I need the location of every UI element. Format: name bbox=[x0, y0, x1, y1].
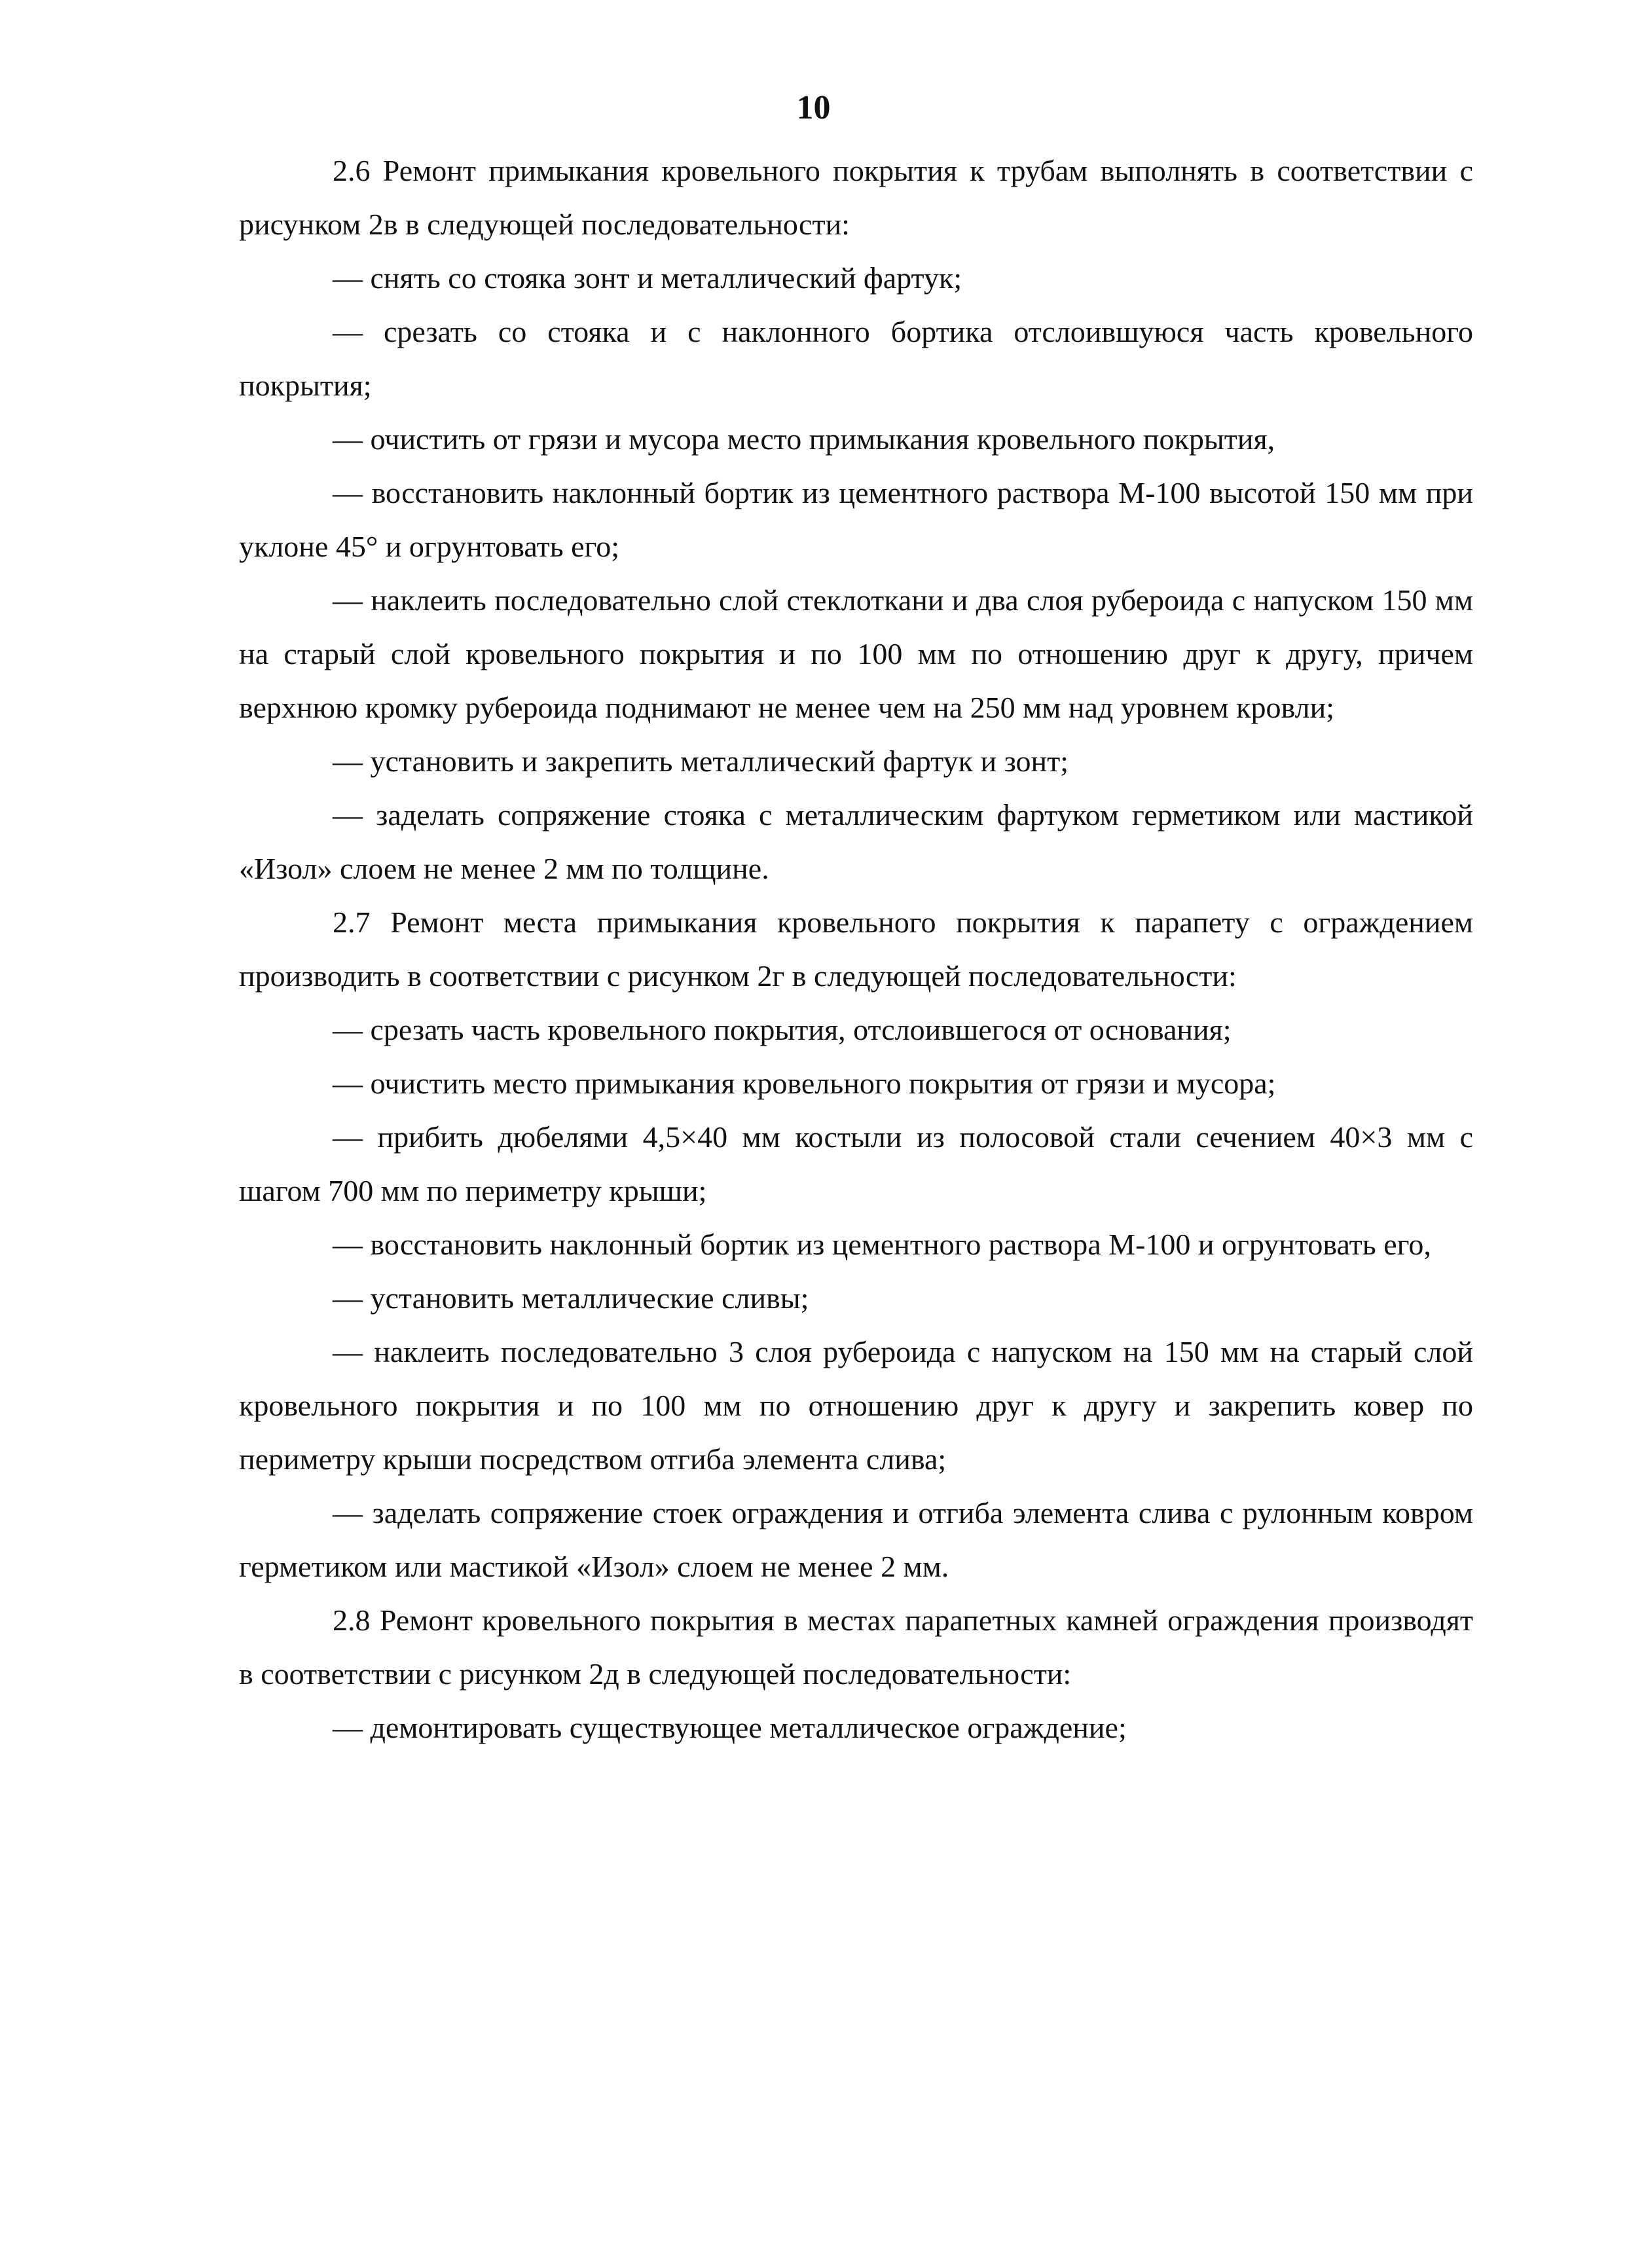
document-body bbox=[239, 144, 1473, 1755]
section-2-6-paragraph: 2.6 Ремонт примыкания кровельного покрытия к трубам выполнять в соответствии с рисунком 2в в следующей последовательности: bbox=[239, 154, 1473, 241]
list-item: — заделать сопряжение стояка с металлическим фартуком герметиком или мастикой «Изол» слоем не менее 2 мм по толщине. bbox=[239, 798, 1473, 885]
list-item: — очистить место примыкания кровельного покрытия от грязи и мусора; bbox=[333, 1067, 1276, 1100]
list-item: — восстановить наклонный бортик из цементного раствора М-100 высотой 150 мм при уклоне 45° и огрунтовать его; bbox=[239, 476, 1473, 563]
list-item: — срезать со стояка и с наклонного бортика отслоившуюся часть кровельного покрытия; bbox=[239, 315, 1473, 402]
list-item: — демонтировать существующее металлическое ограждение; bbox=[333, 1711, 1127, 1744]
list-item: — прибить дюбелями 4,5×40 мм костыли из полосовой стали сечением 40×3 мм с шагом 700 мм по периметру крыши; bbox=[239, 1120, 1473, 1207]
list-item: — заделать сопряжение стоек ограждения и отгиба элемента слива с рулонным ковром герметиком или мастикой «Изол» слоем не менее 2 мм. bbox=[239, 1496, 1473, 1583]
list-item: — снять со стояка зонт и металлический фартук; bbox=[333, 261, 962, 295]
list-item: — установить и закрепить металлический фартук и зонт; bbox=[333, 744, 1069, 778]
page-number: 10 bbox=[796, 89, 831, 126]
list-item: — очистить от грязи и мусора место примыкания кровельного покрытия, bbox=[333, 422, 1275, 456]
list-item: — наклеить последовательно слой стеклоткани и два слоя рубероида с напуском 150 мм на старый слой кровельного покрытия и по 100 мм по отношению друг к другу, причем верхнюю кромку рубероида поднимают не менее чем на 250 мм над уровнем кровли; bbox=[239, 583, 1473, 724]
list-item: — наклеить последовательно 3 слоя рубероида с напуском на 150 мм на старый слой кровельного покрытия и по 100 мм по отношению друг к другу и закрепить ковер по периметру крыши посредством отгиба элемента слива; bbox=[239, 1335, 1473, 1476]
section-2-7-paragraph: 2.7 Ремонт места примыкания кровельного покрытия к парапету с ограждением производить в соответствии с рисунком 2г в следующей последовательности: bbox=[239, 905, 1473, 993]
list-item: — срезать часть кровельного покрытия, отслоившегося от основания; bbox=[333, 1013, 1232, 1046]
list-item: — восстановить наклонный бортик из цементного раствора М-100 и огрунтовать его, bbox=[333, 1228, 1431, 1261]
list-item: — установить металлические сливы; bbox=[333, 1281, 809, 1315]
section-2-8-paragraph: 2.8 Ремонт кровельного покрытия в местах парапетных камней ограждения производят в соответствии с рисунком 2д в следующей последовательности: bbox=[239, 1603, 1473, 1691]
